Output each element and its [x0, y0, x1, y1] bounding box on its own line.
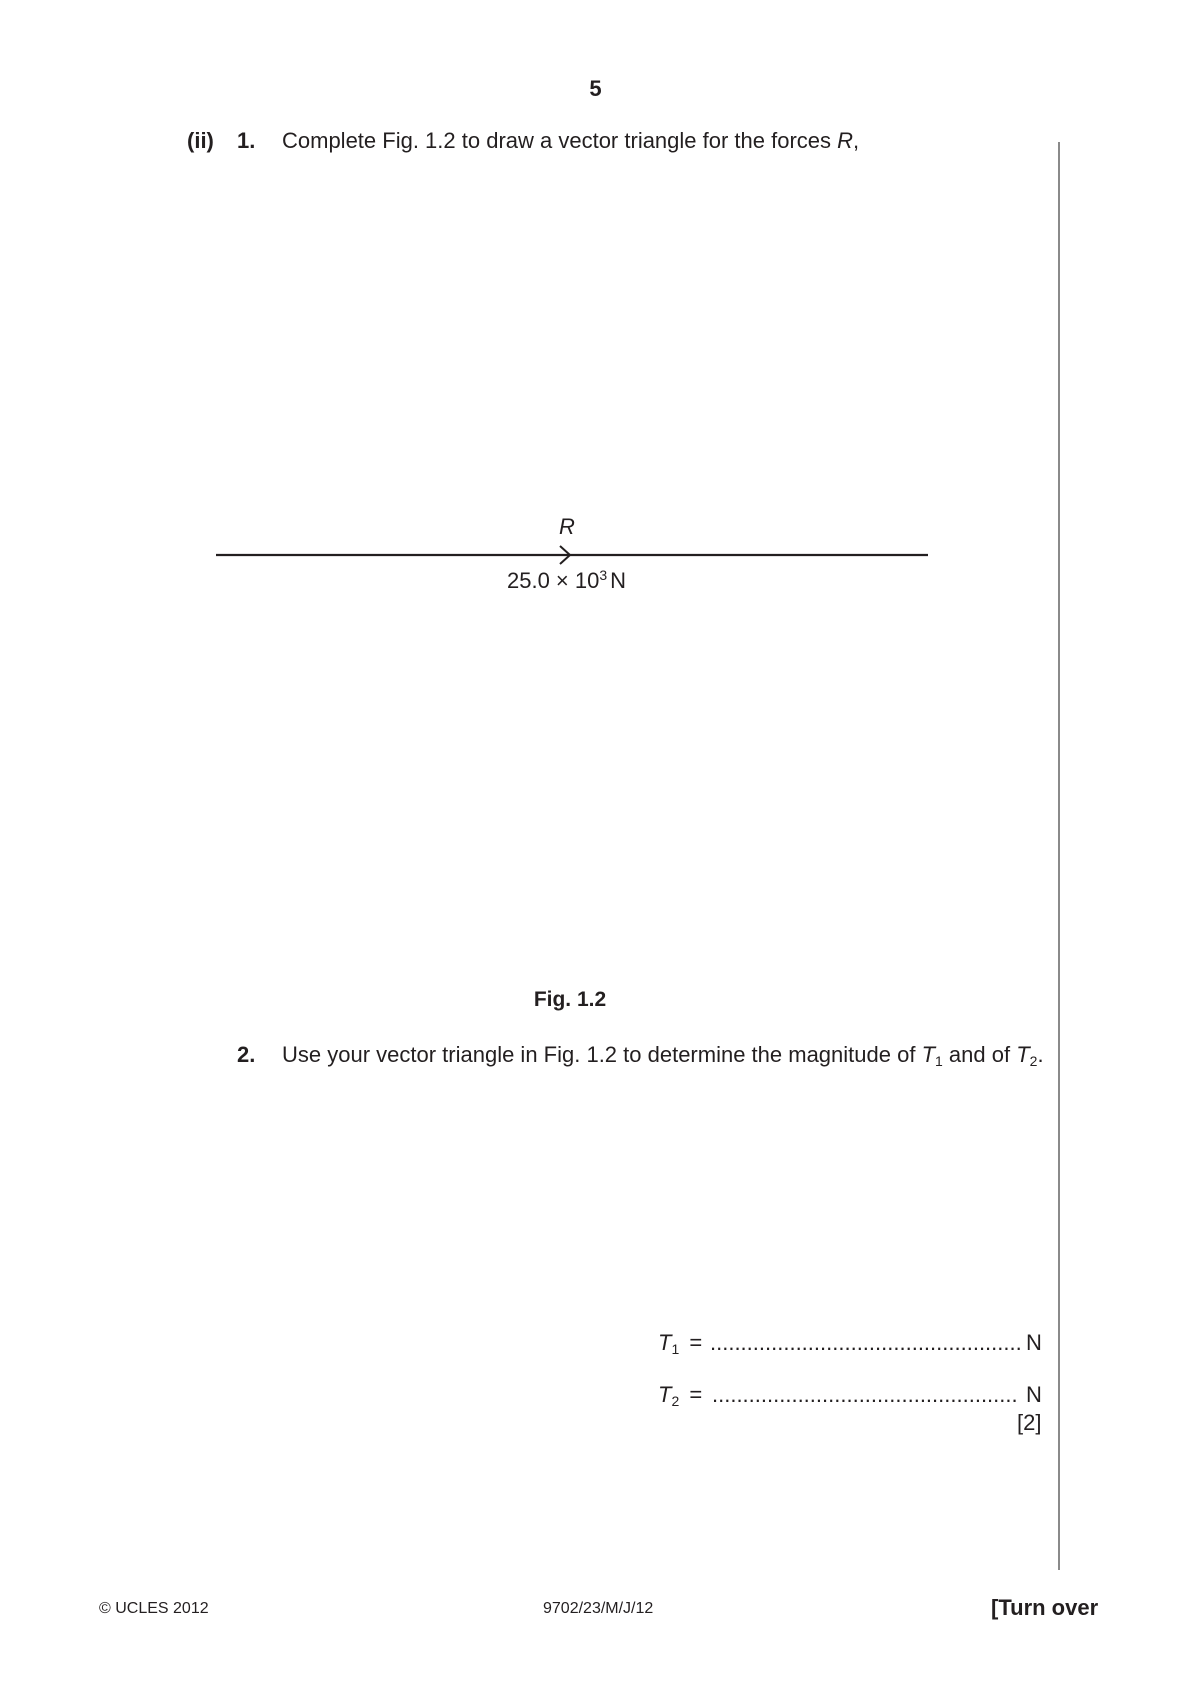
answer-t2-sub: 2: [671, 1393, 680, 1409]
answer-t2-equals: =: [689, 1382, 703, 1407]
vector-r-label: R: [559, 514, 575, 539]
question-2-text-after: .: [1037, 1042, 1044, 1067]
marks-label: [2]: [1017, 1410, 1042, 1435]
question-2-var2-sub: 2: [1029, 1053, 1038, 1069]
part-label: (ii): [187, 128, 214, 153]
question-2-var1: T: [921, 1042, 936, 1067]
item-number-1: 1.: [237, 128, 256, 153]
answer-t1-var: T: [658, 1330, 672, 1355]
magnitude-exponent: 3: [599, 567, 608, 583]
question-2-text: [282, 1040, 1044, 1070]
copyright: © UCLES 2012: [99, 1600, 209, 1617]
answer-t2-field[interactable]: ..................................................: [712, 1382, 1018, 1407]
answer-t1-sub: 1: [671, 1341, 680, 1357]
answer-t1-unit: N: [1026, 1330, 1042, 1355]
question-2-text-mid: and of: [942, 1042, 1017, 1067]
answer-t2-var: T: [658, 1382, 672, 1407]
page-number: 5: [589, 76, 602, 101]
paper-code: 9702/23/M/J/12: [543, 1600, 654, 1617]
question-1-var-r: R: [837, 128, 854, 153]
answer-t2-unit: N: [1026, 1382, 1042, 1407]
question-1-text-before: Complete Fig. 1.2 to draw a vector triangle for the forces: [282, 128, 838, 153]
magnitude-prefix: 25.0 × 10: [507, 568, 600, 593]
magnitude-unit: N: [610, 568, 627, 593]
question-2-var2: T: [1016, 1042, 1030, 1067]
vector-r-magnitude: [507, 566, 626, 596]
answer-t1-field[interactable]: ...................................................: [710, 1330, 1022, 1355]
answer-t1-equals: =: [689, 1330, 703, 1355]
item-number-2: 2.: [237, 1042, 256, 1067]
turn-over-label: [Turn over: [991, 1595, 1099, 1620]
question-2-text-before: Use your vector triangle in Fig. 1.2 to determine the magnitude of: [282, 1042, 922, 1067]
figure-caption: Fig. 1.2: [533, 988, 607, 1011]
answer-row-t2: [658, 1380, 702, 1410]
answer-row-t1: [658, 1328, 702, 1358]
question-1-text-after: ,: [853, 128, 860, 153]
question-2-var1-sub: 1: [935, 1053, 943, 1069]
